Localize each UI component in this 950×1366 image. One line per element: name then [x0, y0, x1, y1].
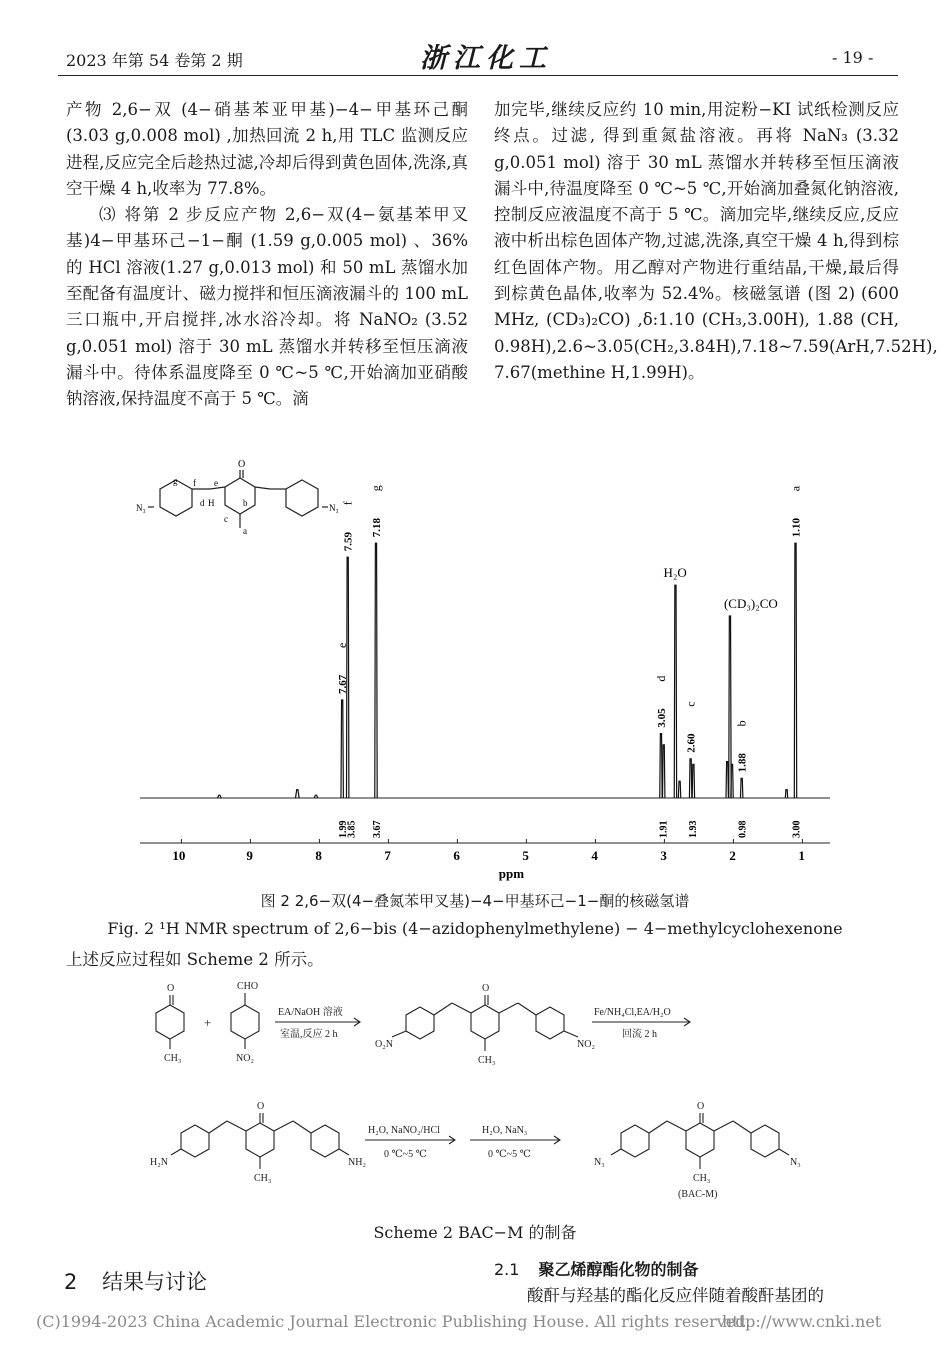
peak-letter-label: a [788, 485, 803, 492]
methyl-label-1: CH₃ [164, 1053, 182, 1064]
n3-label-right: N₃ [790, 1157, 801, 1168]
peak-shift-value: 7.59 [342, 531, 355, 552]
subsection-text: 酸酐与羟基的酯化反应伴随着酸酐基团的 [527, 1286, 824, 1305]
carbonyl-o-label: O [238, 459, 246, 470]
peak-shift-value: 7.67 [337, 674, 350, 694]
step4-conditions-bottom: 0 ℃~5 ℃ [488, 1149, 531, 1160]
step1-conditions-bottom: 室温,反应 2 h [280, 1029, 338, 1040]
cho-label: CHO [237, 981, 259, 992]
x-axis-label: ppm [498, 866, 525, 881]
struct-letter-c: c [224, 514, 228, 524]
x-tick-label: 9 [246, 848, 253, 863]
x-tick-label: 10 [172, 848, 186, 863]
peak-letter-label: g [368, 485, 383, 492]
methyl-label-4: CH₃ [693, 1173, 711, 1184]
methylcyclohexanone-ring [156, 1005, 184, 1039]
nmr-peak [296, 790, 300, 798]
nmr-peak [678, 781, 680, 798]
plus-sign: + [204, 1015, 212, 1030]
nmr-peak [740, 778, 742, 798]
peak-shift-value: 3.05 [655, 708, 668, 728]
nmr-peak [341, 700, 343, 798]
no2-label-1: NO₂ [236, 1053, 254, 1064]
page-number: - 19 - [832, 48, 874, 67]
peak-letter-label: f [340, 501, 355, 506]
peak-letter-label: e [335, 642, 350, 648]
x-tick-label: 1 [798, 848, 805, 863]
nmr-peak [375, 543, 377, 798]
nmr-peak [794, 543, 796, 798]
step3-conditions-bottom: 0 ℃~5 ℃ [384, 1149, 427, 1160]
product1-core-ring [471, 1005, 499, 1039]
right-column [494, 97, 938, 386]
diamine-o-label: O [257, 1101, 265, 1112]
x-tick-label: 8 [315, 848, 322, 863]
integral-labels [338, 821, 802, 839]
integral-value: 0.98 [737, 820, 749, 838]
scheme-intro: 上述反应过程如 Scheme 2 所示。 [66, 950, 324, 969]
o2n-label: O₂N [375, 1039, 393, 1050]
integral-value: 3.67 [371, 820, 383, 838]
footer-copyright: (C)1994-2023 China Academic Journal Electronic Publishing House. All rights reserved. [36, 1312, 751, 1331]
nh2-label: NH₂ [348, 1157, 366, 1168]
bacm-core-ring [686, 1123, 714, 1157]
peak-shift-value: 1.88 [736, 753, 749, 773]
peak-letter-label: c [683, 701, 698, 707]
integral-value: 1.91 [658, 820, 670, 838]
step4-conditions-top: H₂O, NaN₃ [482, 1125, 528, 1136]
peak-shift-value: 1.10 [790, 517, 803, 538]
struct-letter-h: H [208, 498, 215, 508]
step2-conditions-top: Fe/NH₄Cl,EA/H₂O [594, 1007, 671, 1018]
nmr-peak [726, 762, 728, 798]
no2-label-2: NO₂ [577, 1039, 595, 1050]
subsection-title: 聚乙烯醇酯化物的制备 [538, 1260, 699, 1279]
nmr-peak [663, 745, 665, 798]
h2n-label: H₂N [150, 1157, 168, 1168]
solvent-peak-label: H₂O [663, 565, 687, 581]
integral-value: 1.99 [338, 820, 350, 838]
n3-label-left: N₃ [594, 1157, 605, 1168]
left-para-2: ⑶ 将第 2 步反应产物 2,6−双(4−氨基苯甲叉基)4−甲基环己−1−酮 (1.59 g,0.005 mol) 、36%的 HCl 溶液(1.27 g,0.013 mol) 和 50 mL 蒸馏水加至配备有温度计、磁力搅拌和恒压滴液漏斗的 100 mL 三口瓶中,开启搅拌,冰水浴冷却。将 NaNO₂ (3.52 g,0.051 mol) 溶于 30 mL 蒸馏水并转移至恒压滴液漏斗中。待体系温度降至 0 ℃~5 ℃,开始滴加亚硝酸钠溶液,保持温度不高于 5 ℃。滴 [66, 205, 468, 409]
x-tick-label: 3 [660, 848, 667, 863]
x-tick-label: 7 [384, 848, 391, 863]
peak-letter-label: b [734, 720, 749, 727]
reaction-scheme [130, 975, 870, 1205]
journal-title: 浙江化工 [420, 43, 552, 74]
n3-right-label: N₃ [329, 503, 339, 513]
nmr-peak [692, 764, 694, 798]
peak-shift-value: 2.60 [685, 733, 698, 753]
integral-value: 3.85 [346, 820, 358, 838]
struct-letter-g: g [173, 476, 178, 486]
subsection-heading [494, 1257, 699, 1280]
bacm-o-label: O [697, 1101, 705, 1112]
peak-letter-label: d [653, 675, 668, 682]
peak-shift-value: 7.18 [370, 517, 383, 538]
left-column [66, 97, 468, 413]
nmr-spectrum-figure [136, 459, 830, 881]
section-number: 2 [64, 1270, 78, 1294]
x-tick-label: 5 [522, 848, 529, 863]
struct-letter-d: d [200, 498, 205, 508]
section-title: 结果与讨论 [102, 1270, 208, 1294]
struct-letter-b: b [243, 498, 248, 508]
spectrum-traces [140, 543, 830, 798]
section-heading [64, 1266, 207, 1296]
nitrobenzaldehyde-ring [231, 1005, 259, 1039]
journal-issue: 2023 年第 54 卷第 2 期 [66, 51, 243, 70]
integral-value: 3.00 [791, 820, 803, 838]
peak-labels [335, 485, 802, 772]
x-tick-label: 2 [729, 848, 736, 863]
nmr-peak [785, 790, 787, 798]
ketone-o-label: O [167, 983, 175, 994]
step1-conditions-top: EA/NaOH 溶液 [278, 1007, 343, 1018]
step3-conditions-top: H₂O, NaNO₂/HCl [368, 1125, 440, 1136]
scheme-caption: Scheme 2 BAC−M 的制备 [373, 1223, 577, 1242]
struct-letter-e: e [214, 478, 218, 488]
nmr-peak [660, 734, 662, 798]
integral-value: 1.93 [688, 820, 699, 838]
subsection-number: 2.1 [494, 1260, 520, 1279]
nmr-peak [674, 585, 676, 798]
step2-conditions-bottom: 回流 2 h [622, 1029, 657, 1040]
figure-caption-cn: 图 2 2,6−双(4−叠氮苯甲叉基)−4−甲基环己−1−酮的核磁氢谱 [260, 892, 690, 910]
right-para-1: 加完毕,继续反应约 10 min,用淀粉−KI 试纸检测反应终点。过滤, 得到重氮盐溶液。再将 NaN₃ (3.32 g,0.051 mol) 溶于 30 mL 蒸馏水并转移至恒压滴液漏斗中,待温度降至 0 ℃~5 ℃,开始滴加叠氮化钠溶液, 控制反应液温度不高于 5 ℃。滴加完毕,继续反应,反应液中析出棕色固体产物,过滤,洗涤,真空干燥 4 h,得到棕红色固体产物。用乙醇对产物进行重结晶,干燥,最后得到棕黄色晶体,收率为 52.4%。核磁氢谱 (图 2) (600 MHz, (CD₃)₂CO) ,δ:1.10 (CH₃,3.00H), 1.88 (CH, 0.98H),2.6~3.05(CH₂,3.84H),7.18~7.59(ArH,7.52H), 7.67(methine H,1.99H)。 [494, 100, 938, 382]
solvent-peak-label: (CD₃)₂CO [723, 596, 778, 611]
methyl-label-3: CH₃ [254, 1173, 272, 1184]
nmr-peak [689, 759, 691, 798]
product1-o-label: O [482, 983, 490, 994]
x-axis [140, 839, 830, 881]
figure-caption-en: Fig. 2 ¹H NMR spectrum of 2,6−bis (4−azidophenylmethylene) − 4−methylcyclohexenone [107, 919, 843, 938]
struct-letter-f: f [193, 478, 196, 488]
header-rule [58, 75, 898, 76]
n3-left-label: N₃ [136, 503, 146, 513]
footer-url: http://www.cnki.net [722, 1312, 882, 1331]
struct-letter-a: a [243, 526, 247, 536]
left-para-1: 产物 2,6−双 (4−硝基苯亚甲基)−4−甲基环己酮 (3.03 g,0.008 mol) ,加热回流 2 h,用 TLC 监测反应进程,反应完全后趁热过滤,冷却后得到黄色固体,洗涤,真空干燥 4 h,收率为 77.8%。 [66, 100, 468, 198]
methyl-label-2: CH₃ [478, 1055, 496, 1066]
x-tick-label: 6 [453, 848, 460, 863]
x-tick-label: 4 [591, 848, 598, 863]
diamine-core-ring [246, 1123, 274, 1157]
bacm-label: (BAC-M) [678, 1189, 718, 1200]
nmr-peak [731, 764, 733, 798]
